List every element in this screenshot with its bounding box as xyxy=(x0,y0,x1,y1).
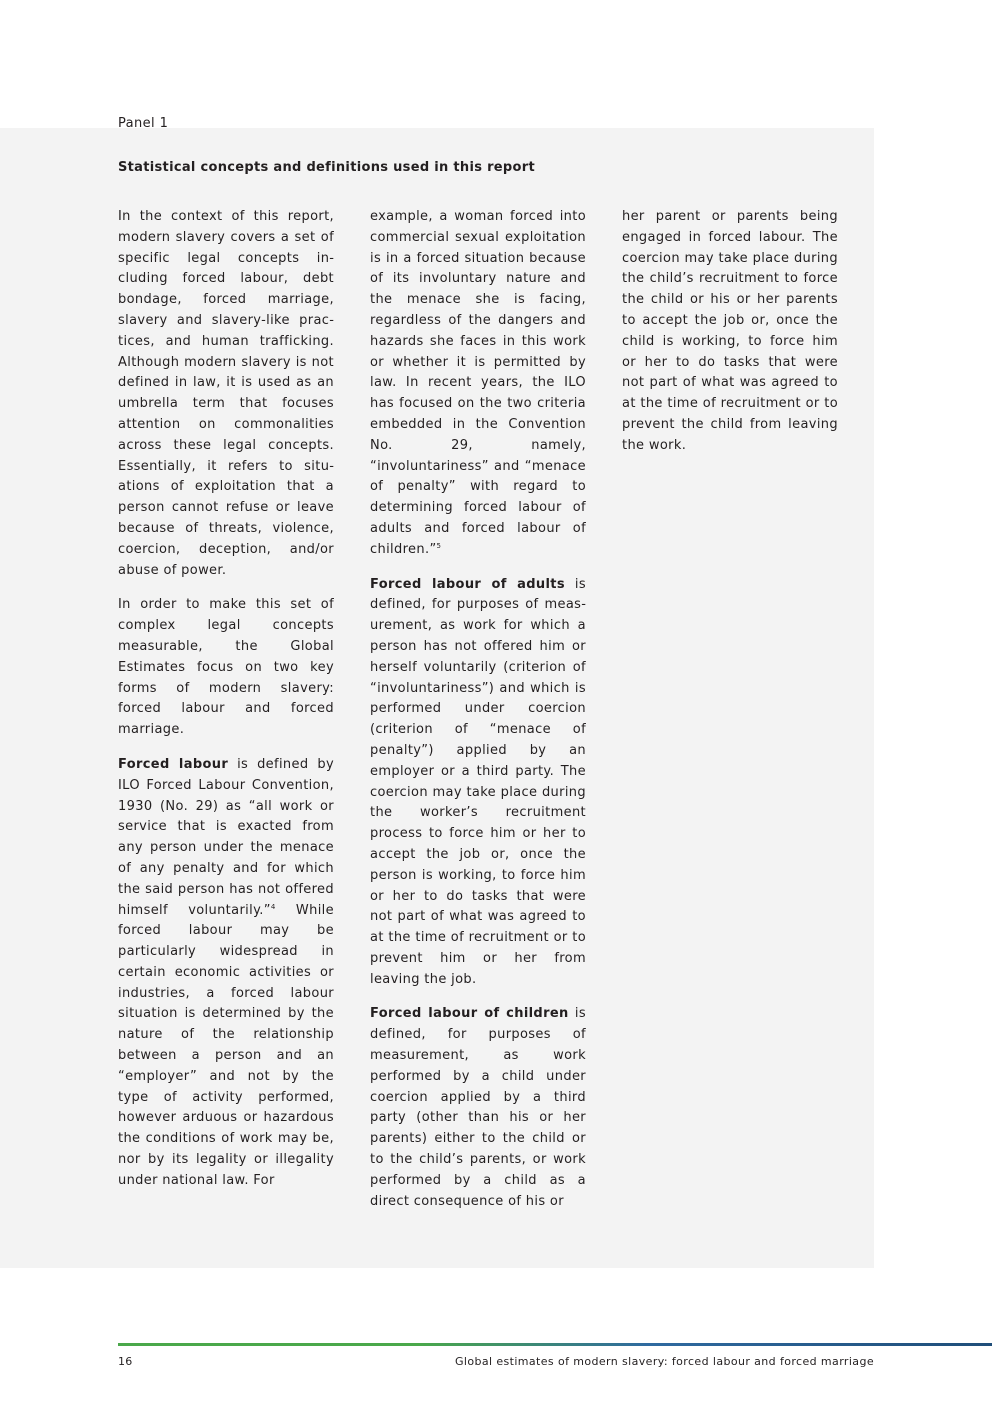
paragraph-measurable: In order to make this set of complex legal concepts measurable, the Global Estimates focus on two key forms of modern slavery: forced labour and forced marriage. xyxy=(118,597,334,738)
footnote-ref-4: 4 xyxy=(270,902,276,911)
footer-title: Global estimates of modern slavery: forced labour and forced marriage xyxy=(454,1355,874,1368)
paragraph-forced-labour-children xyxy=(370,1004,586,1212)
forced-labour-continued: While forced labour may be particularly widespread in certain economic activities or industries, a forced labour situation is determined by the nature of the relationship between a person and an “employer” and not by the type of activity performed, however arduous or hazardous the conditions of work may be, nor by its legality or illegality under national law. For xyxy=(118,902,334,1188)
text-column-2 xyxy=(370,207,586,1226)
paragraph-example xyxy=(370,207,586,561)
example-text: example, a woman forced into commercial sexual exploitation is in a forced situation because of its involuntary nature and the menace she is facing, regardless of the dangers and hazards she faces in this work or whether it is permitted by law. In recent years, the ILO has focused on the two criteria embedded in the Convention No. 29, namely, “involuntariness” and “menace of penalty” with regard to determining forced labour of adults and forced labour of children.” xyxy=(370,209,586,557)
text-column-1 xyxy=(118,207,334,1206)
panel-title: Statistical concepts and definitions used in this report xyxy=(118,160,535,175)
forced-labour-adults-definition: is defined, for purposes of measurement, as work for which a person has not offered him or herself voluntarily (criterion of “involuntariness”) and which is performed under coercion (criterion of “menace of penalty”) applied by an employer or a third party. The coercion may take place during the worker’s recruitment process to force him or her to accept the job or, once the person is working, to force him or her to do tasks that were not part of what was agreed to at the time of recruitment or to prevent him or her from leaving the job. xyxy=(370,576,586,987)
footnote-ref-5: 5 xyxy=(436,541,442,550)
text-column-3 xyxy=(622,207,838,471)
paragraph-forced-labour-adults xyxy=(370,575,586,991)
footer-rule-green xyxy=(118,1343,418,1346)
paragraph-forced-labour xyxy=(118,755,334,1192)
footer-rule-gradient xyxy=(418,1343,992,1346)
term-forced-labour-children: Forced labour of children xyxy=(370,1006,569,1022)
panel-label: Panel 1 xyxy=(118,116,169,131)
page-number: 16 xyxy=(118,1355,133,1368)
term-forced-labour-adults: Forced labour of adults xyxy=(370,576,565,592)
paragraph-modern-slavery: In the context of this report, modern slavery covers a set of specific legal concepts including forced labour, debt bondage, forced marriage, slavery and slavery-like practices, and human trafficking. Although modern slavery is not defined in law, it is used as an umbrella term that focuses attention on commonalities across these legal concepts. Essentially, it refers to situations of exploitation that a person cannot refuse or leave because of threats, violence, coercion, deception, and/or abuse of power. xyxy=(118,209,334,578)
term-forced-labour: Forced labour xyxy=(118,756,229,772)
forced-labour-children-definition: is defined, for purposes of measurement, as work performed by a child under coercion applied by a third party (other than his or her parents) either to the child or to the child’s parents, or work performed by a child as a direct consequence of his or xyxy=(370,1006,586,1209)
forced-labour-definition: is defined by ILO Forced Labour Convention, 1930 (No. 29) as “all work or service that is exacted from any person under the menace of any penalty and for which the said person has not offered himself voluntarily.” xyxy=(118,756,335,918)
paragraph-children-continued: her parent or parents being engaged in forced labour. The coercion may take place during the child’s recruitment to force the child or his or her parents to accept the job or, once the child is working, to force him or her to do tasks that were not part of what was agreed to at the time of recruitment or to prevent the child from leaving the work. xyxy=(622,209,838,453)
